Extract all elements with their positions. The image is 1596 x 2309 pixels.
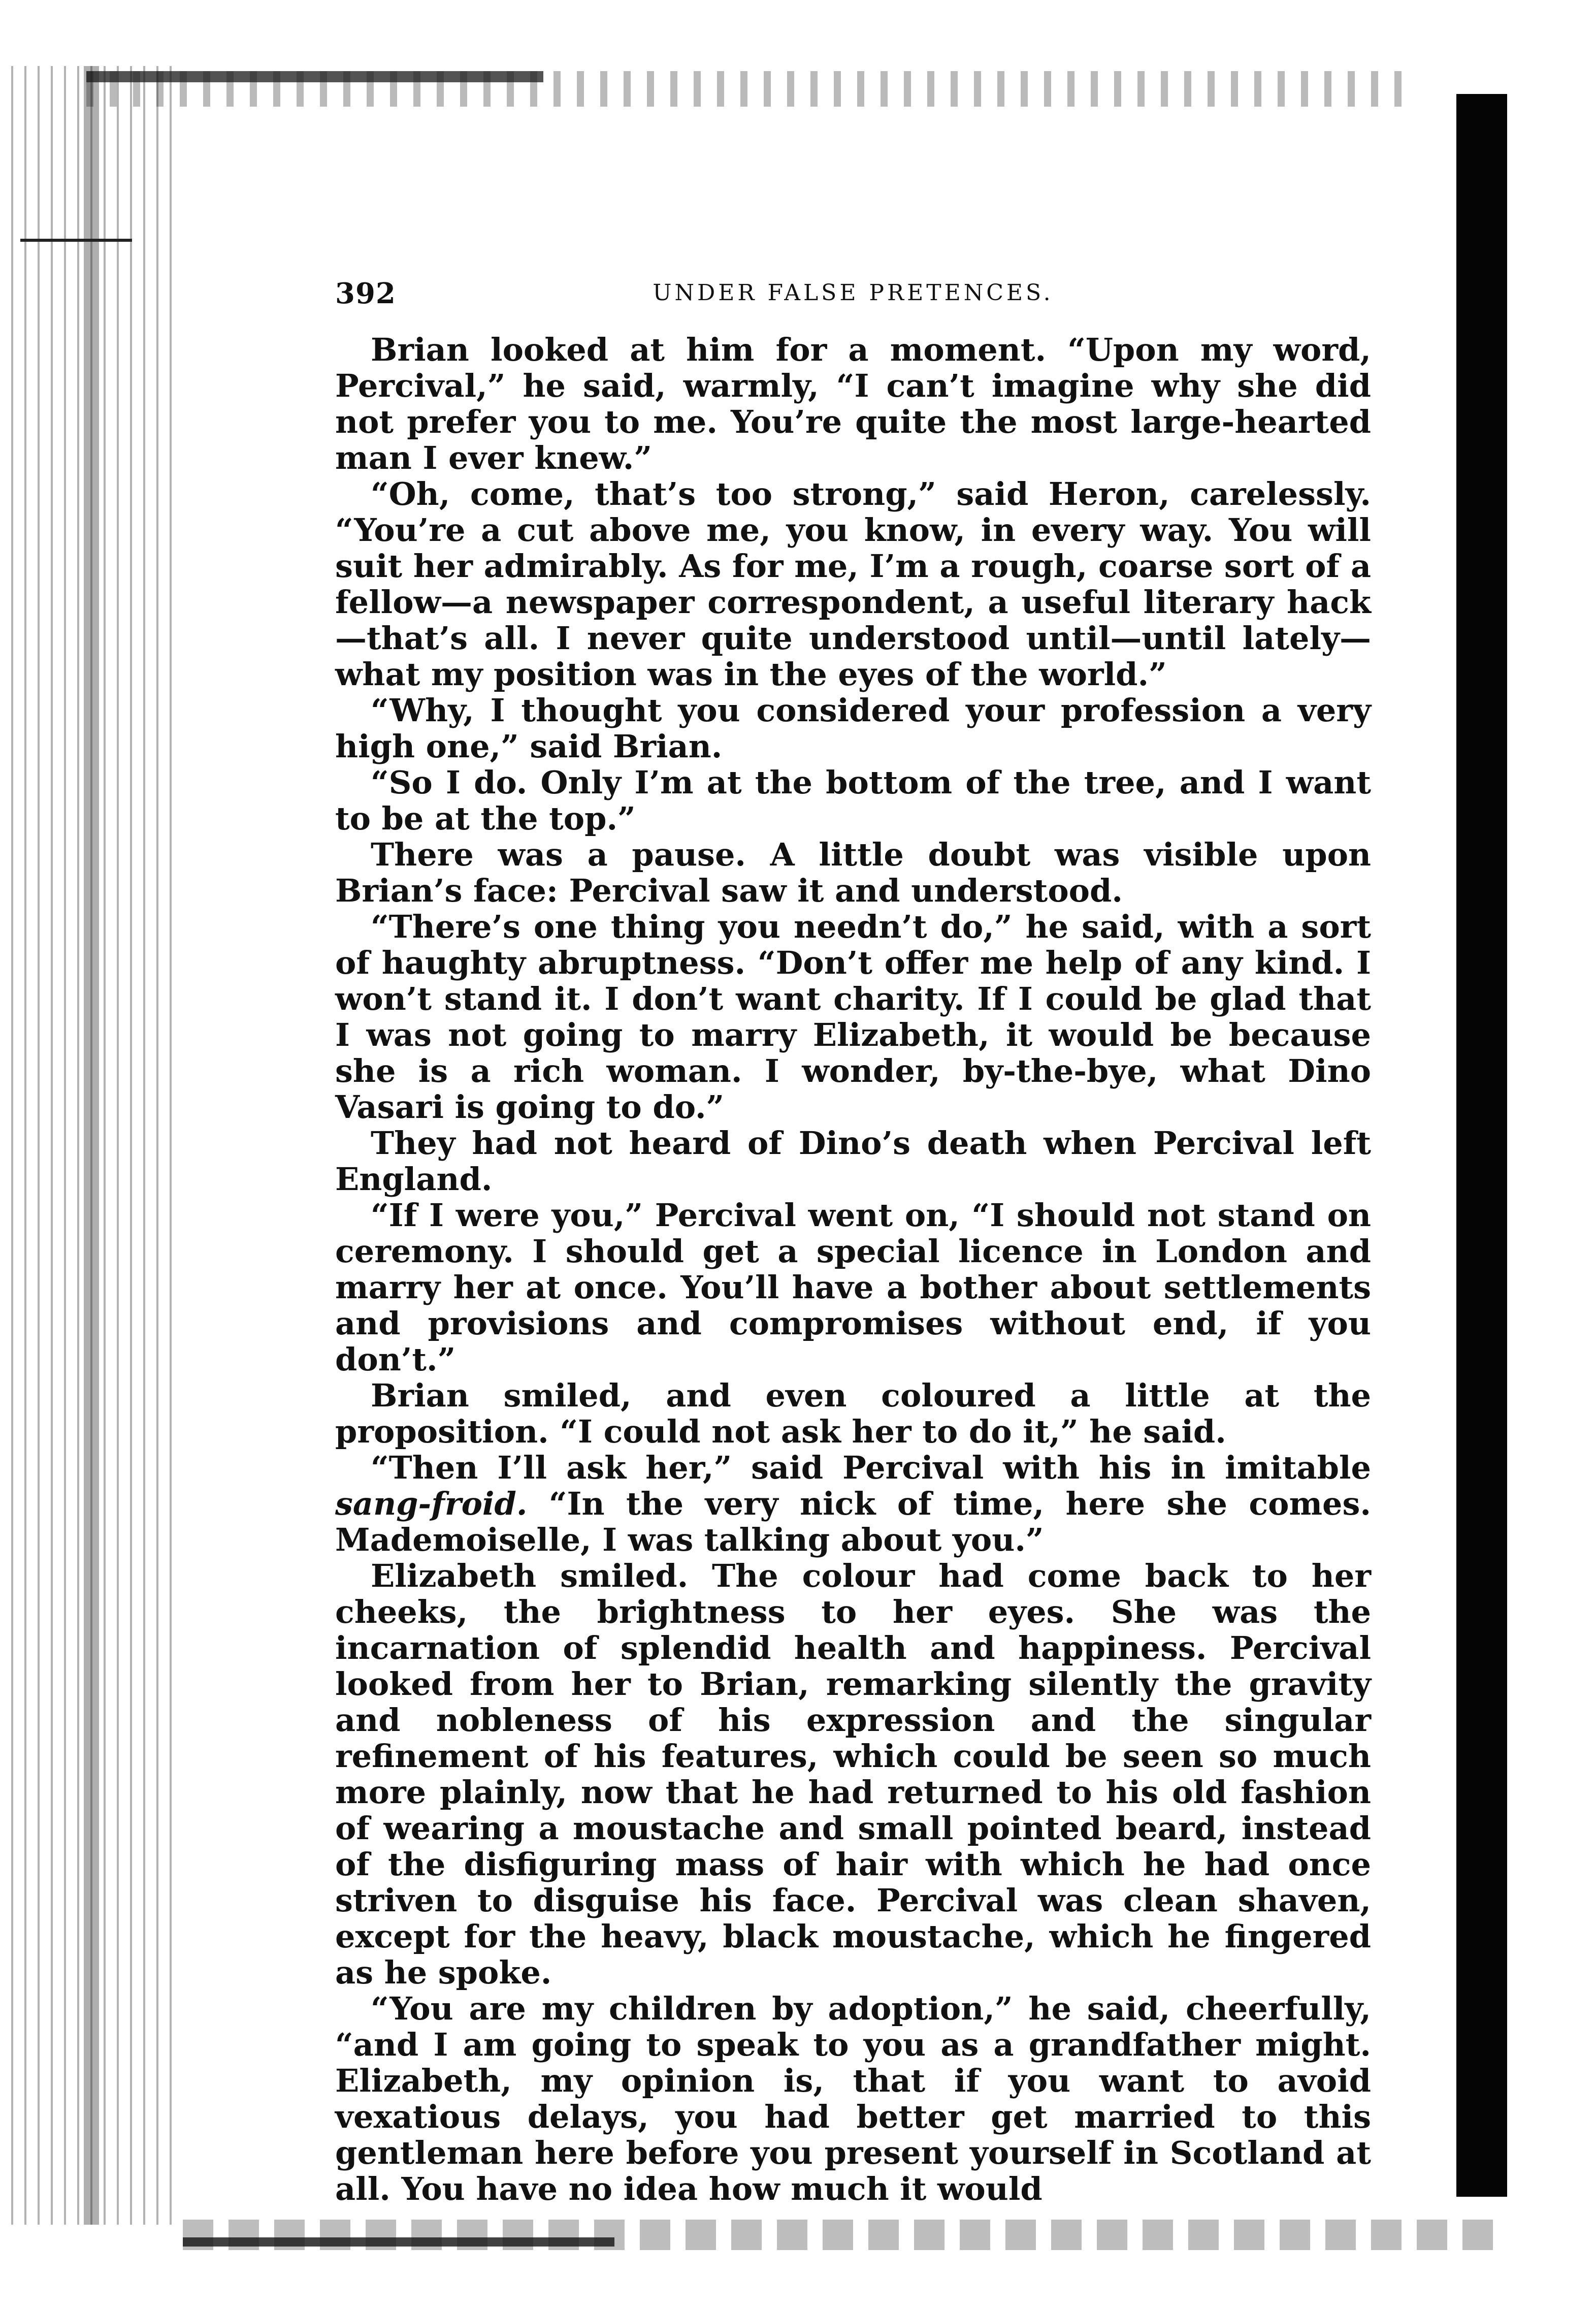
- scan-mark: [20, 239, 132, 242]
- paragraph: There was a pause. A little doubt was visible upon Brian’s face: Percival saw it and understood.: [335, 836, 1371, 909]
- paragraph: Elizabeth smiled. The colour had come back to her cheeks, the brightness to her eyes. She was the incarnation of splendid health and happiness. Percival looked from her to Brian, remarking silently the gravity and nobleness of his expression and the singular refinement of his features, which could be seen so much more plainly, now that he had returned to his old fashion of wearing a moustache and small pointed beard, instead of the disfiguring mass of hair with which he had once striven to disguise his face. Percival was clean shaven, except for the heavy, black moustache, which he fingered as he spoke.: [335, 1557, 1371, 1991]
- paragraph-text: “Then I’ll ask her,” said Percival with his in imitable: [371, 1449, 1371, 1486]
- scan-binding-shadow: [84, 66, 99, 2225]
- paragraph: “There’s one thing you needn’t do,” he said, with a sort of haughty abruptness. “Don’t offer me help of any kind. I won’t stand it. I don’t want charity. If I could be glad that I was not going to marry Elizabeth, it would be because she is a rich woman. I wonder, by-the-bye, what Dino Vasari is going to do.”: [335, 908, 1371, 1126]
- scan-top-shadow: [86, 71, 543, 82]
- italic-phrase: sang-froid.: [335, 1485, 528, 1522]
- scan-right-edge: [1456, 94, 1507, 2197]
- paragraph: Brian looked at him for a moment. “Upon my word, Percival,” he said, warmly, “I can’t imagine why she did not prefer you to me. You’re quite the most large-hearted man I ever knew.”: [335, 331, 1371, 476]
- running-title: UNDER FALSE PRETENCES.: [653, 280, 1054, 306]
- paragraph-text: “In the very nick of time, here she comes. Mademoiselle, I was talking about you.”: [335, 1485, 1371, 1558]
- page-number: 392: [335, 277, 396, 310]
- body-text: [335, 332, 1371, 2207]
- running-head: [335, 277, 1371, 312]
- paragraph: “Why, I thought you considered your profession a very high one,” said Brian.: [335, 692, 1371, 765]
- paragraph: “So I do. Only I’m at the bottom of the tree, and I want to be at the top.”: [335, 764, 1371, 837]
- paragraph: Brian smiled, and even coloured a little at the proposition. “I could not ask her to do it,” he said.: [335, 1377, 1371, 1450]
- paragraph: “Oh, come, that’s too strong,” said Heron, carelessly. “You’re a cut above me, you know, in every way. You will suit her admirably. As for me, I’m a rough, coarse sort of a fellow—a newspaper correspondent, a useful literary hack—that’s all. I never quite understood until—until lately—what my position was in the eyes of the world.”: [335, 475, 1371, 693]
- paragraph: “You are my children by adoption,” he said, cheerfully, “and I am going to speak to you as a grandfather might. Elizabeth, my opinion is, that if you want to avoid vexatious delays, you had better get married to this gentleman here before you present yourself in Scotland at all. You have no idea how much it would: [335, 1990, 1371, 2207]
- paragraph: They had not heard of Dino’s death when Percival left England.: [335, 1125, 1371, 1198]
- scan-bottom-shadow: [183, 2237, 614, 2247]
- paragraph: “If I were you,” Percival went on, “I should not stand on ceremony. I should get a special licence in London and marry her at once. You’ll have a bother about settlements and provisions and compromises without end, if you don’t.”: [335, 1197, 1371, 1378]
- paragraph: [335, 1450, 1371, 1558]
- book-page: [335, 277, 1371, 2207]
